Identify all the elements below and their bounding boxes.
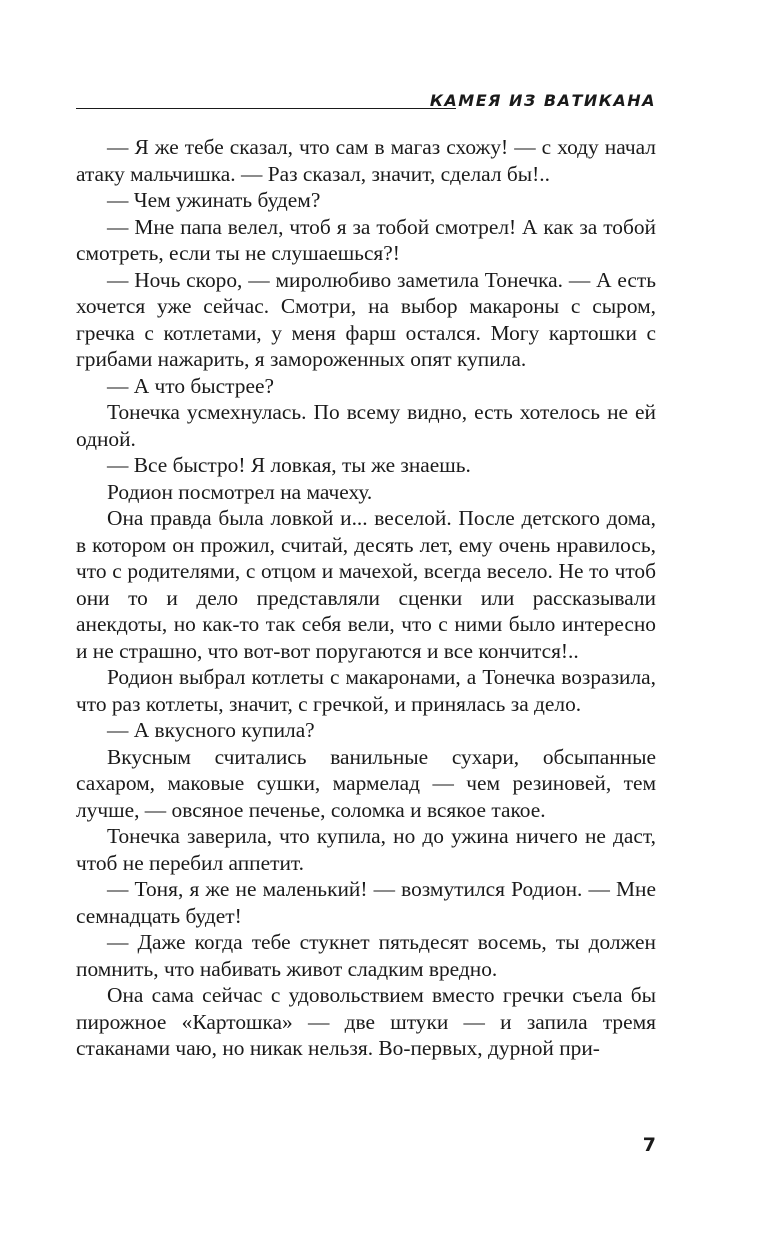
paragraph: Тонечка усмехнулась. По всему видно, есть хотелось не ей одной. [76, 400, 656, 451]
paragraph: — Ночь скоро, — миролюбиво заметила Тонечка. — А есть хочется уже сейчас. Смотри, на выбор макароны с сыром, гречка с котлетами, у меня фарш остался. Могу картошки с грибами нажарить, я замороженных опят купила. [76, 267, 656, 371]
paragraph: Родион посмотрел на мачеху. [107, 479, 373, 504]
paragraph: — А вкусного купила? [107, 718, 315, 742]
paragraph: — А что быстрее? [107, 373, 274, 398]
paragraph: Она сама сейчас с удовольствием вместо гречки съела бы пирожное «Картошка» — две штуки — и запила тремя стаканами чаю, но никак нельзя. Во-первых, дурной при- [76, 983, 656, 1060]
paragraph: — Тоня, я же не маленький! — возмутился Родион. — Мне семнадцать будет! [76, 877, 656, 928]
paragraph: Вкусным считались ванильные сухари, обсыпанные сахаром, маковые сушки, мармелад — чем резиновей, тем лучше, — овсяное печенье, соломка и всякое такое. [76, 744, 656, 822]
running-title: КАМЕЯ ИЗ ВАТИКАНА [429, 91, 656, 110]
paragraph: Родион выбрал котлеты с макаронами, а Тонечка возразила, что раз котлеты, значит, с гречкой, и принялась за дело. [76, 665, 656, 716]
paragraph: — Даже когда тебе стукнет пятьдесят восемь, ты должен помнить, что набивать живот сладким вредно. [76, 930, 656, 981]
paragraph: Тонечка заверила, что купила, но до ужина ничего не даст, чтоб не перебил аппетит. [76, 824, 656, 875]
paragraph: — Я же тебе сказал, что сам в магаз схожу! — с ходу начал атаку мальчишка. — Раз сказал, значит, сделал бы!.. [76, 135, 656, 186]
body-text [76, 134, 656, 1062]
header-rule [76, 108, 456, 109]
paragraph: Она правда была ловкой и... веселой. После детского дома, в котором он прожил, считай, десять лет, ему очень нравилось, что с родителями, с отцом и мачехой, всегда весело. Не то чтоб они то и дело представляли сценки или рассказывали анекдоты, но как-то так себя вели, что с ними было интересно и не страшно, что вот-вот поругаются и все кончится!.. [76, 506, 656, 663]
paragraph: — Мне папа велел, чтоб я за тобой смотрел! А как за тобой смотреть, если ты не слушаешься?! [76, 214, 656, 265]
page-number: 7 [642, 1134, 656, 1156]
paragraph: — Чем ужинать будем? [107, 188, 321, 212]
paragraph: — Все быстро! Я ловкая, ты же знаешь. [107, 453, 471, 477]
